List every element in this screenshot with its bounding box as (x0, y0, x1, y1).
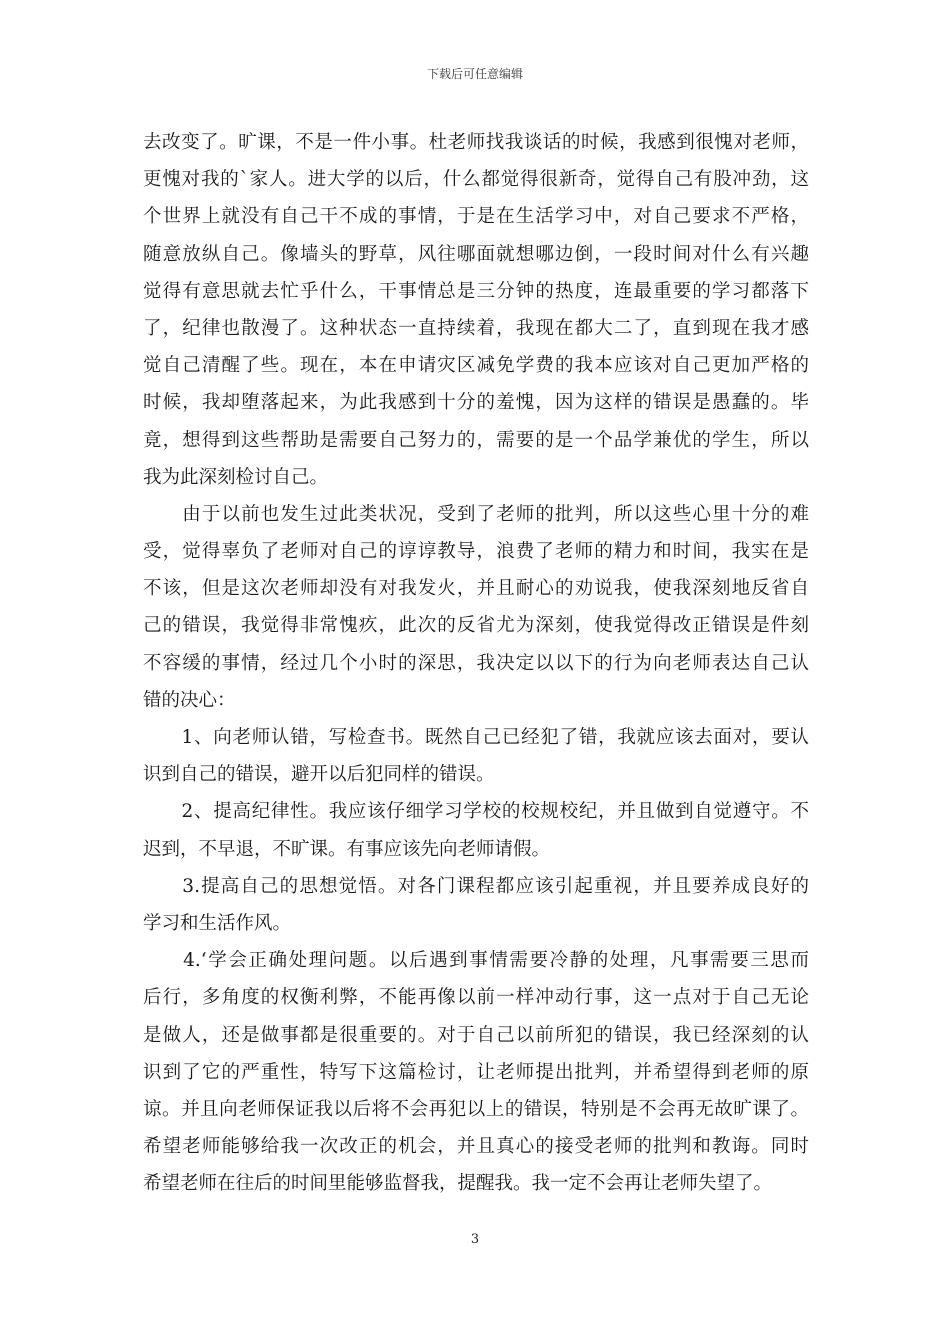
document-body (143, 124, 809, 1202)
text-line: 2、提高纪律性。我应该仔细学习学校的校规校纪，并且做到自觉遵守。不 (143, 801, 809, 823)
text-line: 随意放纵自己。像墙头的野草，风往哪面就想哪边倒，一段时间对什么有兴趣 (143, 243, 809, 265)
text-line: 希望老师在往后的时间里能够监督我，提醒我。我一定不会再让老师失望了。 (143, 1173, 773, 1195)
text-line: 时候，我却堕落起来，为此我感到十分的羞愧，因为这样的错误是愚蠢的。毕 (143, 392, 809, 414)
text-line: 3.提高自己的思想觉悟。对各门课程都应该引起重视，并且要养成良好的 (143, 875, 809, 897)
paragraph (143, 719, 809, 793)
text-line: 受，觉得辜负了老师对自己的谆谆教导，浪费了老师的精力和时间，我实在是 (143, 541, 809, 563)
text-line: 己的错误，我觉得非常愧疚，此次的反省尤为深刻，使我觉得改正错误是件刻 (143, 615, 809, 637)
text-line: 学习和生活作风。 (143, 912, 292, 934)
text-line: 是做人，还是做事都是很重要的。对于自己以前所犯的错误，我已经深刻的认 (143, 1024, 809, 1046)
text-line: 个世界上就没有自己干不成的事情，于是在生活学习中，对自己要求不严格， (143, 206, 809, 228)
text-line: 我为此深刻检讨自己。 (143, 466, 329, 488)
text-line: 更愧对我的`家人。进大学的以后，什么都觉得很新奇，觉得自己有股冲劲，这 (143, 169, 809, 191)
paragraph (143, 942, 809, 1202)
paragraph (143, 868, 809, 942)
text-line: 后行，多角度的权衡利弊，不能再像以前一样冲动行事，这一点对于自己无论 (143, 987, 809, 1009)
text-line: 竟，想得到这些帮助是需要自己努力的，需要的是一个品学兼优的学生，所以 (143, 429, 809, 451)
text-line: 迟到，不早退，不旷课。有事应该先向老师请假。 (143, 838, 551, 860)
text-line: 去改变了。旷课，不是一件小事。杜老师找我谈话的时候，我感到很愧对老师， (143, 132, 809, 153)
text-line: 不容缓的事情，经过几个小时的深思，我决定以以下的行为向老师表达自己认 (143, 652, 809, 674)
text-line: 不该，但是这次老师却没有对我发火，并且耐心的劝说我，使我深刻地反省自 (143, 578, 809, 600)
text-line: 希望老师能够给我一次改正的机会，并且真心的接受老师的批判和教诲。同时 (143, 1136, 809, 1158)
paragraph (143, 793, 809, 867)
text-line: 由于以前也发生过此类状况，受到了老师的批判，所以这些心里十分的难 (143, 503, 809, 525)
text-line: 觉自己清醒了些。现在，本在申请灾区减免学费的我本应该对自己更加严格的 (143, 355, 809, 377)
text-line: 了，纪律也散漫了。这种状态一直持续着，我现在都大二了，直到现在我才感 (143, 317, 809, 339)
text-line: 谅。并且向老师保证我以后将不会再犯以上的错误，特别是不会再无故旷课了。 (143, 1098, 809, 1120)
text-line: 1、向老师认错，写检查书。既然自己已经犯了错，我就应该去面对，要认 (143, 727, 809, 748)
text-line: 觉得有意思就去忙乎什么，干事情总是三分钟的热度，连最重要的学习都落下 (143, 280, 809, 302)
page-number: 3 (470, 1232, 480, 1247)
page-header: 下载后可任意编辑 (426, 67, 523, 81)
paragraph (143, 124, 809, 496)
paragraph (143, 496, 809, 719)
text-line: 错的决心： (143, 689, 236, 711)
text-line: 识到自己的错误，避开以后犯同样的错误。 (143, 764, 495, 786)
text-line: 4.‘学会正确处理问题。以后遇到事情需要冷静的处理，凡事需要三思而 (143, 950, 809, 972)
text-line: 识到了它的严重性，特写下这篇检讨，让老师提出批判，并希望得到老师的原 (143, 1061, 809, 1083)
